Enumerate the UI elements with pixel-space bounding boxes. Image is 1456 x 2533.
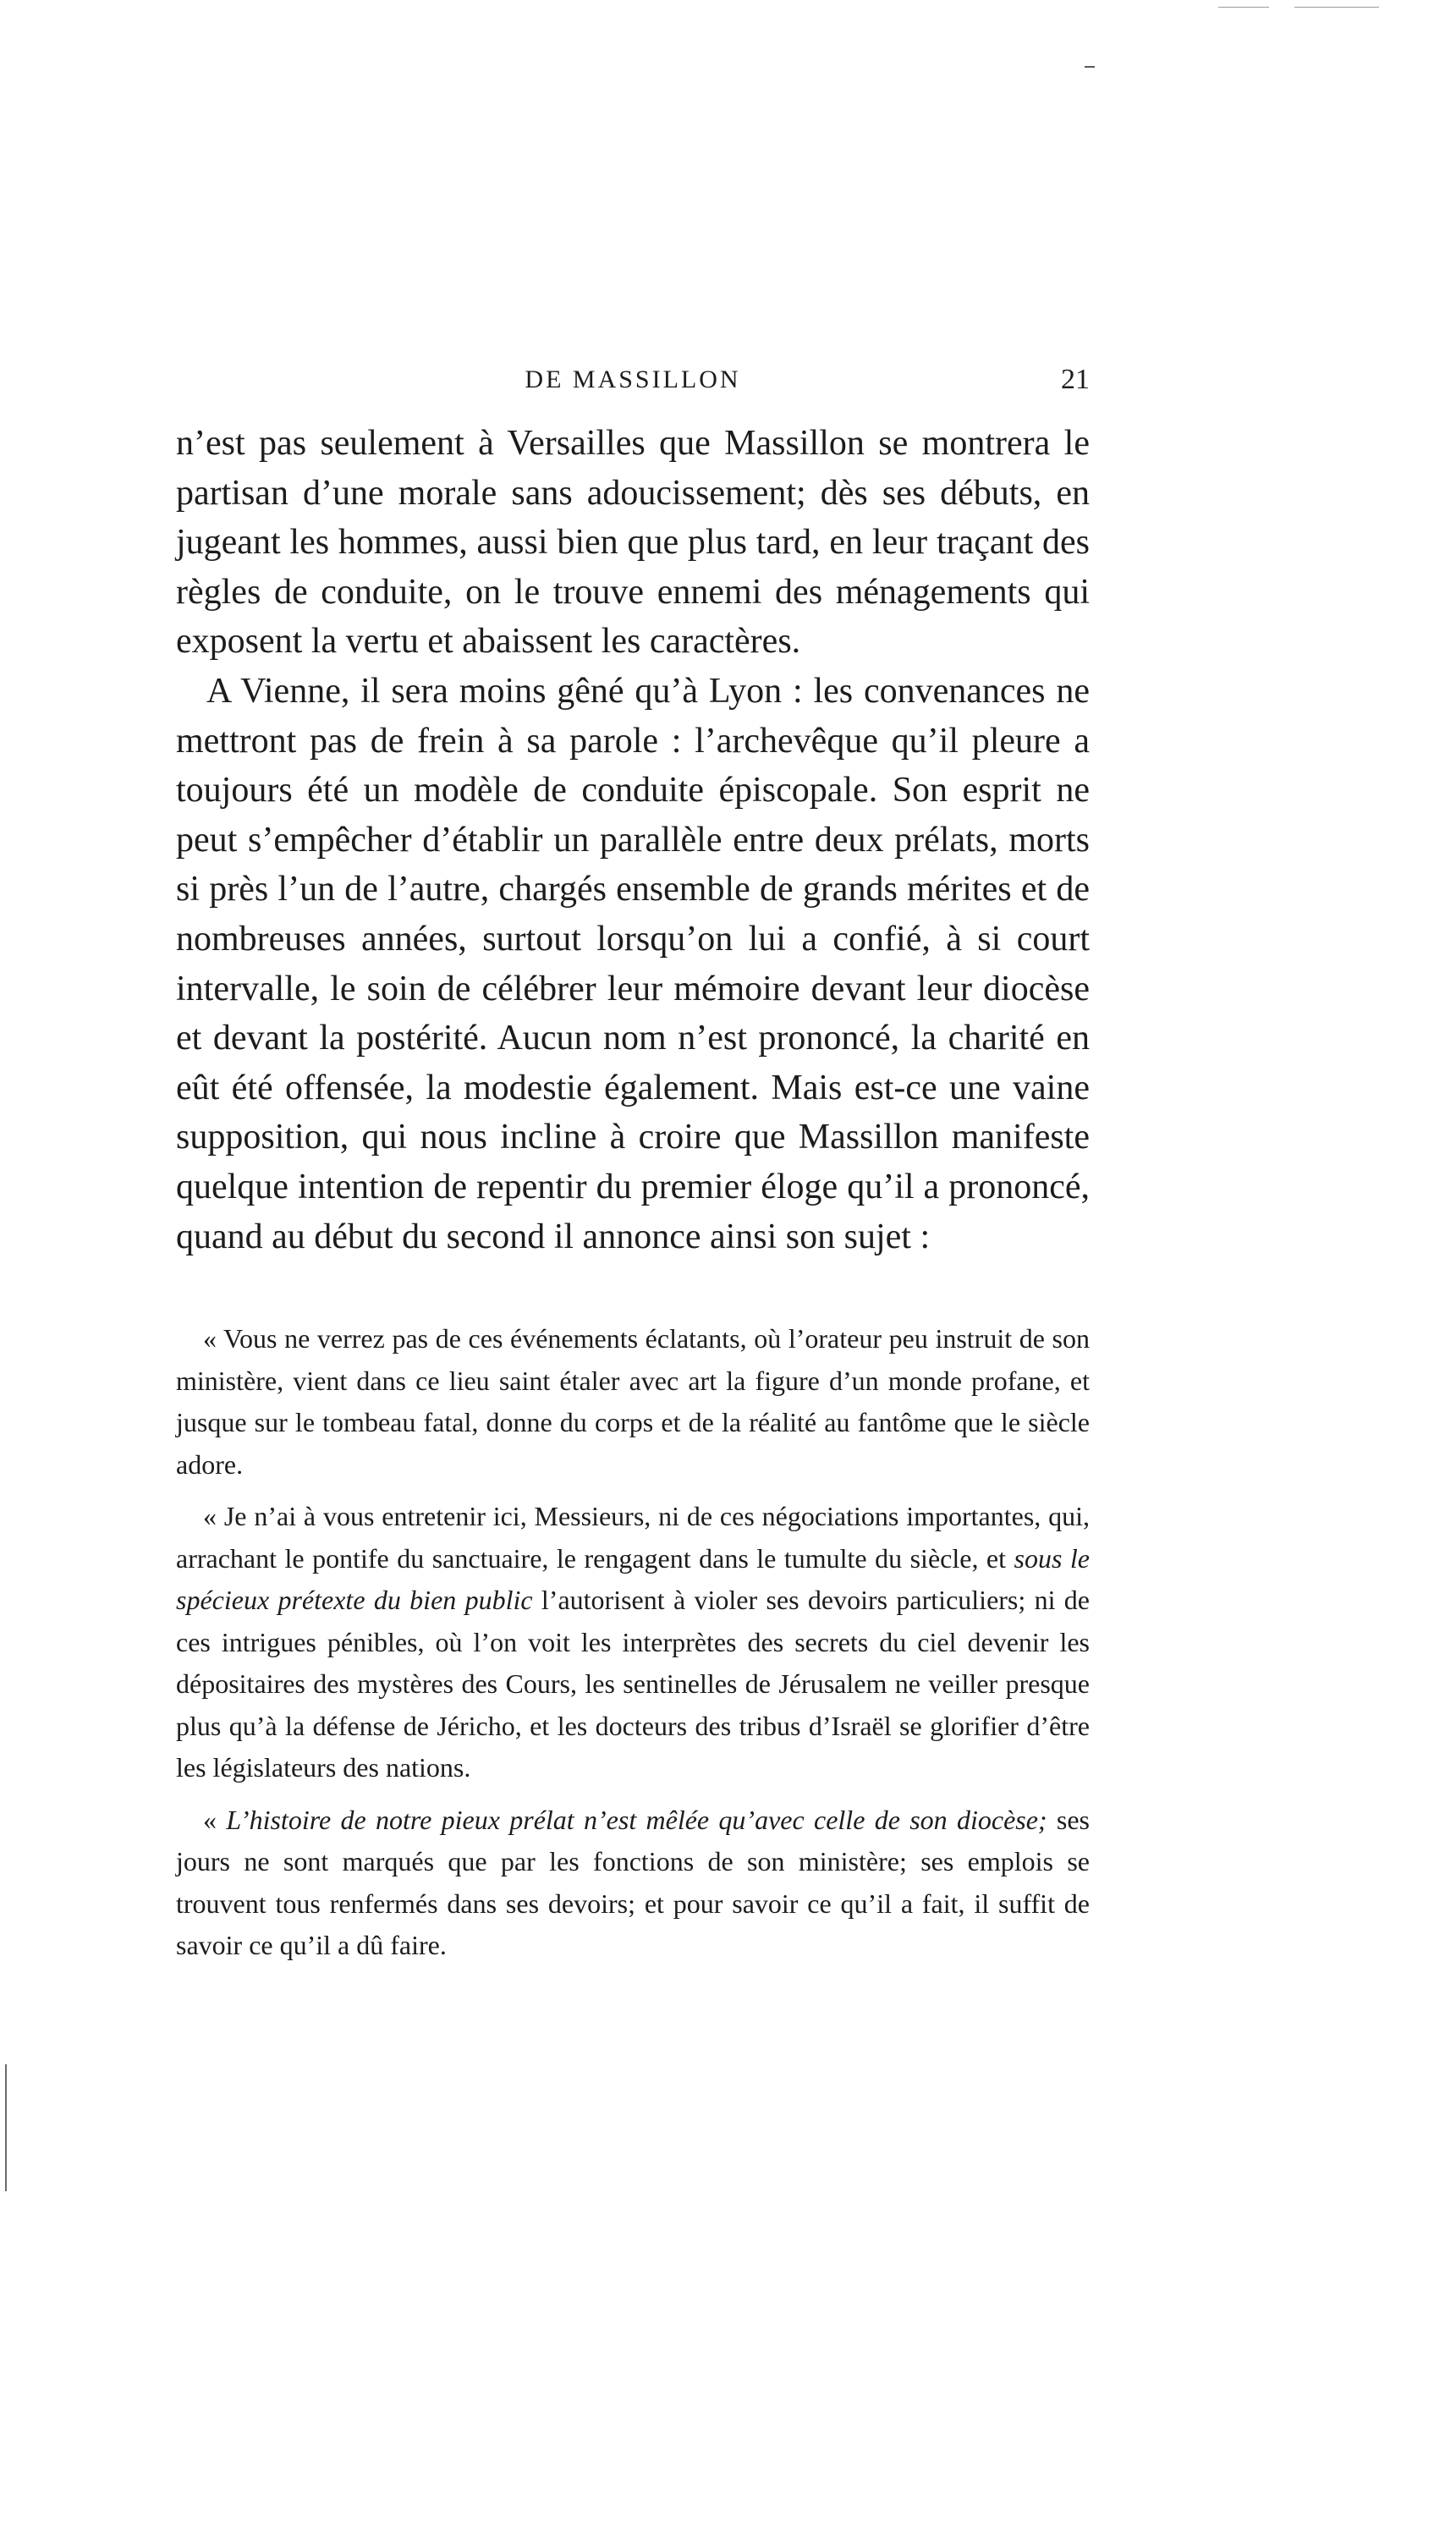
quotation-italic: sous le spécieux prétexte du bien public — [176, 1542, 1091, 1615]
quotation-text: ses jours ne sont marqués que par les fonctions de son ministère; ses emplois se trouvent tous renfermés dans ses devoirs; et pour savoir ce qu’il a fait, il suffit de savoir ce qu’il a dû faire. — [176, 1804, 1091, 1960]
paragraph: n’est pas seulement à Versailles que Massillon se montrera le partisan d’une morale sans adoucissement; dès ses débuts, en jugeant les hommes, aussi bien que plus tard, en leur traçant des règles de conduite, on le trouve ennemi des ménagements qui exposent la vertu et abaissent les caractères. — [176, 424, 1090, 662]
quotation-italic: L’histoire de notre pieux prélat n’est mêlée qu’avec celle de son diocèse; — [226, 1804, 1047, 1835]
body-text — [176, 419, 1090, 1261]
quotation-paragraph — [176, 1799, 1090, 1967]
page-number: 21 — [1061, 364, 1090, 395]
corner-mark — [1218, 7, 1269, 8]
corner-mark — [1294, 7, 1379, 8]
quotation-text: l’autorisent à violer ses devoirs particuliers; ni de ces intrigues pénibles, où l’on voit les interprètes des secrets du ciel devenir les dépositaires des mystères des Cours, les sentinelles de Jérusalem ne veiller presque plus qu’à la défense de Jéricho, et les docteurs des tribus d’Israël se glorifier d’être les législateurs des nations. — [176, 1585, 1091, 1783]
margin-rule — [5, 2064, 7, 2191]
paragraph: A Vienne, il sera moins gêné qu’à Lyon : les convenances ne mettront pas de frein à sa parole : l’archevêque qu’il pleure a toujours été un modèle de conduite épiscopale. Son esprit ne peut s’empêcher d’établir un parallèle entre deux prélats, morts si près l’un de l’autre, chargés ensemble de grands mérites et de nombreuses années, surtout lorsqu’on lui a confié, à si court intervalle, le soin de célébrer leur mémoire devant leur diocèse et devant la postérité. Aucun nom n’est prononcé, la charité en eût été offensée, la modestie également. Mais est-ce une vaine supposition, qui nous incline à croire que Massillon manifeste quelque intention de repentir du premier éloge qu’il a prononcé, quand au début du second il annonce ainsi son sujet : — [176, 671, 1090, 1256]
dash-mark — [1085, 66, 1095, 68]
running-head — [176, 359, 1090, 401]
quotation-block — [176, 1318, 1090, 1977]
quotation-paragraph: « Vous ne verrez pas de ces événements éclatants, où l’orateur peu instruit de son ministère, vient dans ce lieu saint étaler avec art la figure d’un monde profane, et jusque sur le tombeau fatal, donne du corps et de la réalité au fantôme que le siècle adore. — [176, 1323, 1090, 1480]
quotation-text: « Je n’ai à vous entretenir ici, Messieurs, ni de ces négociations importantes, qui, arrachant le pontife du sanctuaire, le rengagent dans le tumulte du siècle, et — [176, 1501, 1090, 1574]
running-title: DE MASSILLON — [525, 365, 741, 393]
quotation-text: « — [203, 1804, 227, 1835]
quotation-paragraph — [176, 1496, 1090, 1789]
